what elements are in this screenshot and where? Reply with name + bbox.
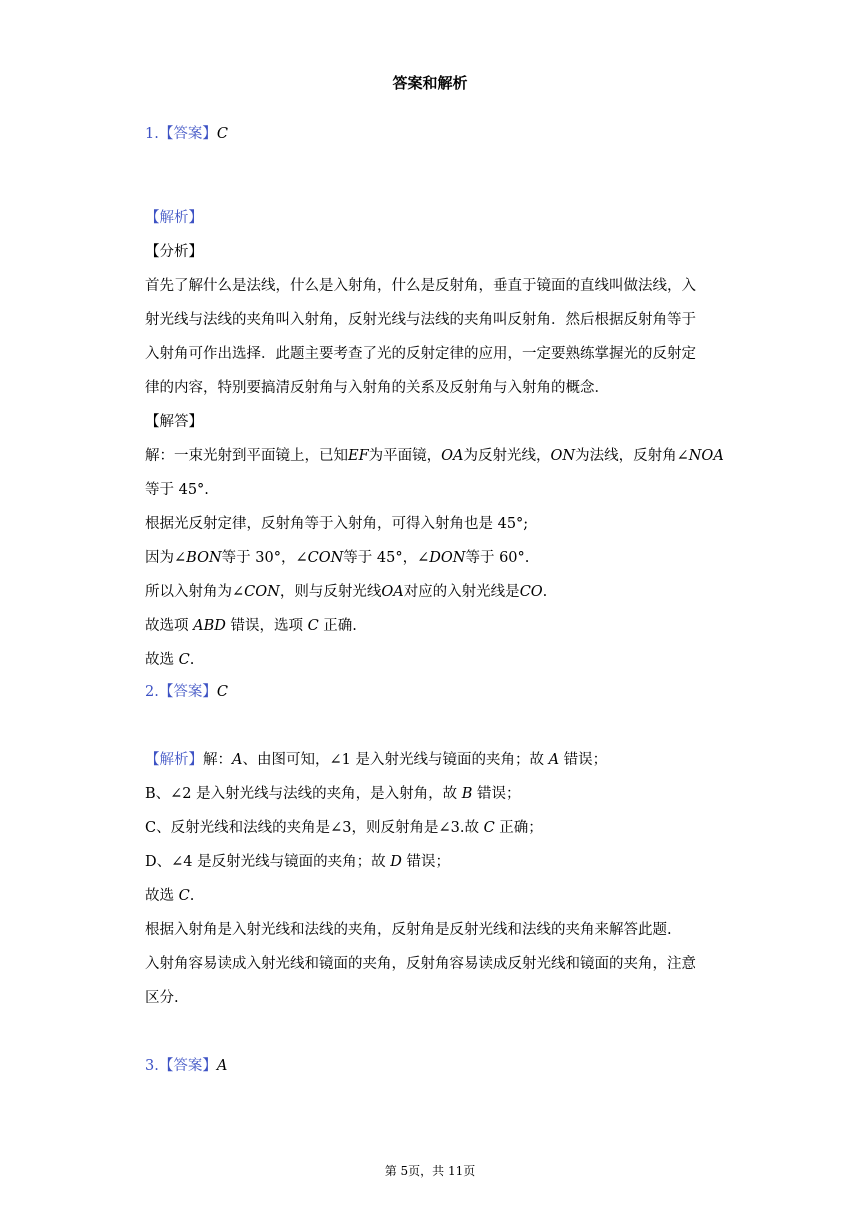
q3-answer: A: [216, 1058, 228, 1074]
text: 等于 45°，: [343, 550, 418, 566]
math: CO: [519, 584, 543, 600]
text: C: [145, 820, 157, 836]
math: A: [232, 752, 243, 768]
text: 对应的入射光线是: [403, 584, 520, 600]
text: 解：: [203, 752, 232, 768]
q1-jiexi-label: 【解析】: [145, 210, 203, 226]
text: 错误；: [401, 854, 450, 870]
math: ∠CON: [232, 584, 280, 600]
q1-solution-line: [145, 446, 724, 466]
q1-fenxi-line: 律的内容，特别要搞清反射角与入射角的关系及反射角与入射角的概念．: [145, 380, 609, 396]
q3-number: 3.: [145, 1058, 159, 1074]
text: D: [145, 854, 157, 870]
q1-fenxi-line: 首先了解什么是法线，什么是入射角，什么是反射角，垂直于镜面的直线叫做法线，入: [145, 278, 696, 294]
q2-solution-line: 入射角容易读成入射光线和镜面的夹角，反射角容易读成反射光线和镜面的夹角，注意: [145, 956, 696, 972]
text: 为反射光线，: [463, 448, 551, 464]
math: B: [461, 786, 473, 802]
text: 正确；: [494, 820, 543, 836]
text: 为平面镜，: [368, 448, 442, 464]
math: ∠DON: [417, 550, 466, 566]
text: .: [542, 584, 548, 600]
q1-solution-line: 等于 45°.: [145, 482, 209, 498]
text: 、∠4 是反射光线与镜面的夹角；故: [156, 854, 391, 870]
text: 因为: [145, 550, 174, 566]
text: 故选: [145, 888, 179, 904]
q1-solution-line: [145, 582, 547, 602]
q2-answer-label: 【答案】: [158, 684, 217, 700]
page-title: 答案和解析: [392, 74, 468, 92]
text: 、由图可知，∠1 是入射光线与镜面的夹角；故: [242, 752, 549, 768]
q1-solution-line: [145, 650, 194, 670]
math: EF: [348, 448, 369, 464]
math: C: [178, 652, 190, 668]
q2-solution-line: 区分.: [145, 990, 179, 1006]
q2-solution-line: 根据入射角是入射光线和法线的夹角，反射角是反射光线和法线的夹角来解答此题.: [145, 922, 672, 938]
q1-answer-label: 【答案】: [158, 126, 217, 142]
q1-fenxi-line: 射光线与法线的夹角叫入射角，反射光线与法线的夹角叫反射角．然后根据反射角等于: [145, 312, 696, 328]
text: .: [189, 652, 195, 668]
text: 故选: [145, 652, 179, 668]
text: 解：一束光射到平面镜上，已知: [145, 448, 348, 464]
text: 等于 30°，: [221, 550, 296, 566]
q2-solution-line: [145, 818, 543, 838]
math: OA: [381, 584, 404, 600]
q2-solution-line: [145, 750, 607, 770]
q1-solution-line: [145, 548, 529, 568]
page-footer: 第 5页，共 11页: [384, 1164, 476, 1178]
math: C: [483, 820, 495, 836]
q1-jieda-label: 【解答】: [145, 414, 203, 430]
math: ON: [550, 448, 576, 464]
q2-answer-line: [145, 682, 228, 702]
q1-fenxi-label: 【分析】: [145, 244, 203, 260]
math: ABD: [193, 618, 226, 634]
q2-number: 2.: [145, 684, 159, 700]
q1-solution-line: [145, 616, 357, 636]
math: C: [307, 618, 319, 634]
text: 错误；: [472, 786, 521, 802]
math: D: [390, 854, 402, 870]
q3-answer-line: [145, 1056, 227, 1076]
q2-solution-line: [145, 886, 194, 906]
text: B: [145, 786, 156, 802]
text: 等于 60°.: [465, 550, 530, 566]
math: ∠NOA: [676, 448, 724, 464]
text: 、∠2 是入射光线与法线的夹角，是入射角，故: [155, 786, 462, 802]
math: C: [178, 888, 190, 904]
q1-answer: C: [216, 126, 228, 142]
math: ∠BON: [174, 550, 222, 566]
text: 为法线，反射角: [575, 448, 677, 464]
text: 所以入射角为: [145, 584, 232, 600]
q1-fenxi-line: 入射角可作出选择．此题主要考查了光的反射定律的应用，一定要熟练掌握光的反射定: [145, 346, 696, 362]
q2-solution-line: [145, 852, 450, 872]
math: ∠CON: [295, 550, 344, 566]
q2-answer: C: [216, 684, 228, 700]
text: ，则与反射光线: [279, 584, 382, 600]
q1-answer-line: [145, 124, 228, 144]
q1-number: 1.: [145, 126, 159, 142]
text: 故选项: [145, 618, 194, 634]
text: .: [189, 888, 195, 904]
q1-solution-line: 根据光反射定律，反射角等于入射角，可得入射角也是 45°;: [145, 516, 529, 532]
q2-solution-line: [145, 784, 521, 804]
q3-answer-label: 【答案】: [158, 1058, 217, 1074]
text: 正确.: [318, 618, 357, 634]
text: 错误，选项: [225, 618, 308, 634]
math: A: [548, 752, 560, 768]
math: OA: [441, 448, 464, 464]
text: 错误；: [559, 752, 608, 768]
q2-jiexi-label: 【解析】: [145, 752, 203, 768]
text: 、反射光线和法线的夹角是∠3，则反射角是∠3.故: [156, 820, 484, 836]
